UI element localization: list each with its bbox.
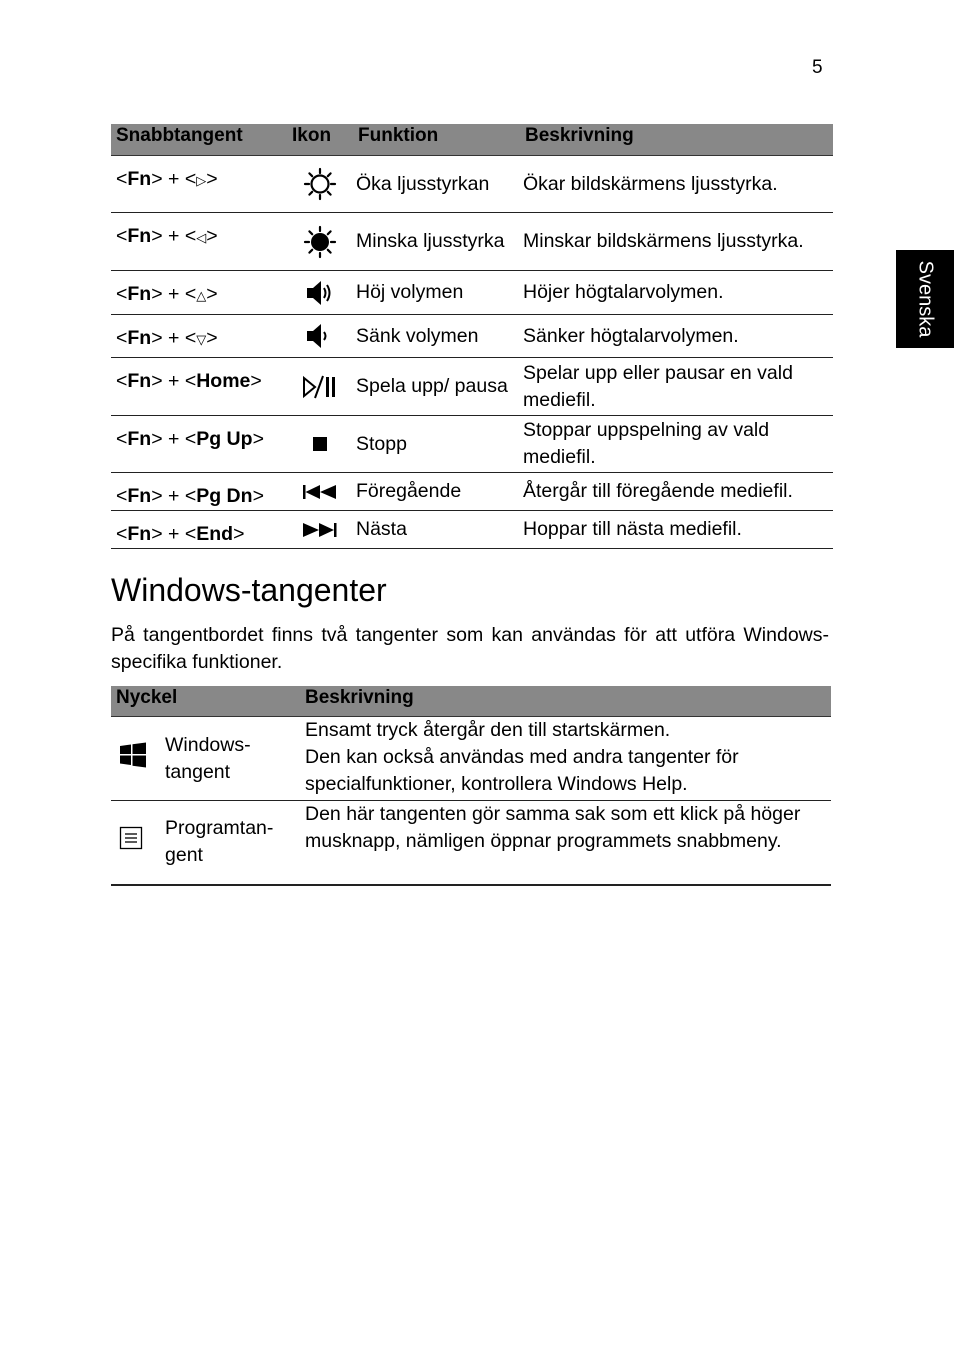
target-key: Pg Up xyxy=(196,428,253,450)
function-name: Stopp xyxy=(353,416,520,473)
key-description: Ensamt tryck återgår den till startskärmen. Den kan också användas med andra tangenter för specialfunktioner, kontrollera Windows Help. xyxy=(305,717,831,801)
hotkey-combo: <Fn> + <Pg Up> xyxy=(111,416,287,473)
section-title: Windows-tangenter xyxy=(111,572,387,608)
language-tab xyxy=(896,250,954,348)
modifier-key: Fn xyxy=(127,428,152,450)
modifier-key: Fn xyxy=(127,225,152,247)
header-description: Beskrivning xyxy=(305,686,831,717)
volume-up-icon xyxy=(287,271,353,315)
page-number: 5 xyxy=(812,57,823,78)
next-track-icon xyxy=(287,511,353,549)
windows-logo-icon xyxy=(111,717,165,801)
hotkey-combo: <Fn> + <△> xyxy=(111,271,287,315)
hotkey-combo: <Fn> + <Pg Dn> xyxy=(111,473,287,511)
modifier-key: Fn xyxy=(127,327,152,349)
windows-key-row xyxy=(111,717,831,801)
windows-keys-table xyxy=(111,686,831,886)
hotkey-row xyxy=(111,271,833,315)
function-description: Sänker högtalarvolymen. xyxy=(520,315,833,358)
brightness-down-icon xyxy=(287,213,353,271)
hotkey-table-header xyxy=(111,124,833,156)
target-key: △ xyxy=(196,288,207,303)
windows-table-header xyxy=(111,686,831,717)
hotkey-row xyxy=(111,156,833,213)
hotkey-row xyxy=(111,511,833,549)
target-key: ▽ xyxy=(196,332,207,347)
hotkey-combo: <Fn> + <▽> xyxy=(111,315,287,358)
function-name: Nästa xyxy=(353,511,520,549)
language-tab-label: Svenska xyxy=(914,260,937,338)
play-pause-icon xyxy=(287,358,353,416)
function-description: Minskar bildskärmens ljusstyrka. xyxy=(520,213,833,271)
function-name: Spela upp/ pausa xyxy=(353,358,520,416)
previous-track-icon xyxy=(287,473,353,511)
key-description: Den här tangenten gör samma sak som ett klick på höger musknapp, nämligen öppnar programmets snabbmeny. xyxy=(305,801,831,885)
function-description: Återgår till föregående mediefil. xyxy=(520,473,833,511)
function-description: Stoppar uppspelning av vald mediefil. xyxy=(520,416,833,473)
hotkey-combo: <Fn> + <▷> xyxy=(111,156,287,213)
windows-key-row xyxy=(111,801,831,885)
volume-down-icon xyxy=(287,315,353,358)
stop-icon xyxy=(287,416,353,473)
application-key-icon xyxy=(111,801,165,885)
header-description: Beskrivning xyxy=(520,124,833,156)
function-description: Hoppar till nästa mediefil. xyxy=(520,511,833,549)
modifier-key: Fn xyxy=(127,523,152,545)
key-name: Windows- tangent xyxy=(165,717,305,801)
key-name: Programtan- gent xyxy=(165,801,305,885)
target-key: ▷ xyxy=(196,173,207,188)
hotkey-row xyxy=(111,416,833,473)
target-key: Pg Dn xyxy=(196,485,253,507)
section-intro: På tangentbordet finns två tangenter som kan användas för att utföra Windows-specifika funktioner. xyxy=(111,624,829,673)
function-name: Sänk volymen xyxy=(353,315,520,358)
function-name: Minska ljusstyrka xyxy=(353,213,520,271)
function-description: Höjer högtalarvolymen. xyxy=(520,271,833,315)
hotkey-row xyxy=(111,473,833,511)
hotkey-combo: <Fn> + <Home> xyxy=(111,358,287,416)
hotkey-row xyxy=(111,358,833,416)
function-name: Föregående xyxy=(353,473,520,511)
target-key: Home xyxy=(196,370,251,392)
function-name: Höj volymen xyxy=(353,271,520,315)
hotkey-row xyxy=(111,315,833,358)
target-key: End xyxy=(196,523,234,545)
header-icon: Ikon xyxy=(287,124,353,156)
target-key: ◁ xyxy=(196,230,207,245)
hotkey-table xyxy=(111,124,833,549)
function-description: Spelar upp eller pausar en vald mediefil. xyxy=(520,358,833,416)
hotkey-combo: <Fn> + <◁> xyxy=(111,213,287,271)
modifier-key: Fn xyxy=(127,283,152,305)
header-function: Funktion xyxy=(353,124,520,156)
modifier-key: Fn xyxy=(127,485,152,507)
modifier-key: Fn xyxy=(127,168,152,190)
hotkey-combo: <Fn> + <End> xyxy=(111,511,287,549)
brightness-up-icon xyxy=(287,156,353,213)
function-name: Öka ljusstyrkan xyxy=(353,156,520,213)
header-key: Nyckel xyxy=(111,686,305,717)
hotkey-row xyxy=(111,213,833,271)
modifier-key: Fn xyxy=(127,370,152,392)
function-description: Ökar bildskärmens ljusstyrka. xyxy=(520,156,833,213)
header-hotkey: Snabbtangent xyxy=(111,124,287,156)
